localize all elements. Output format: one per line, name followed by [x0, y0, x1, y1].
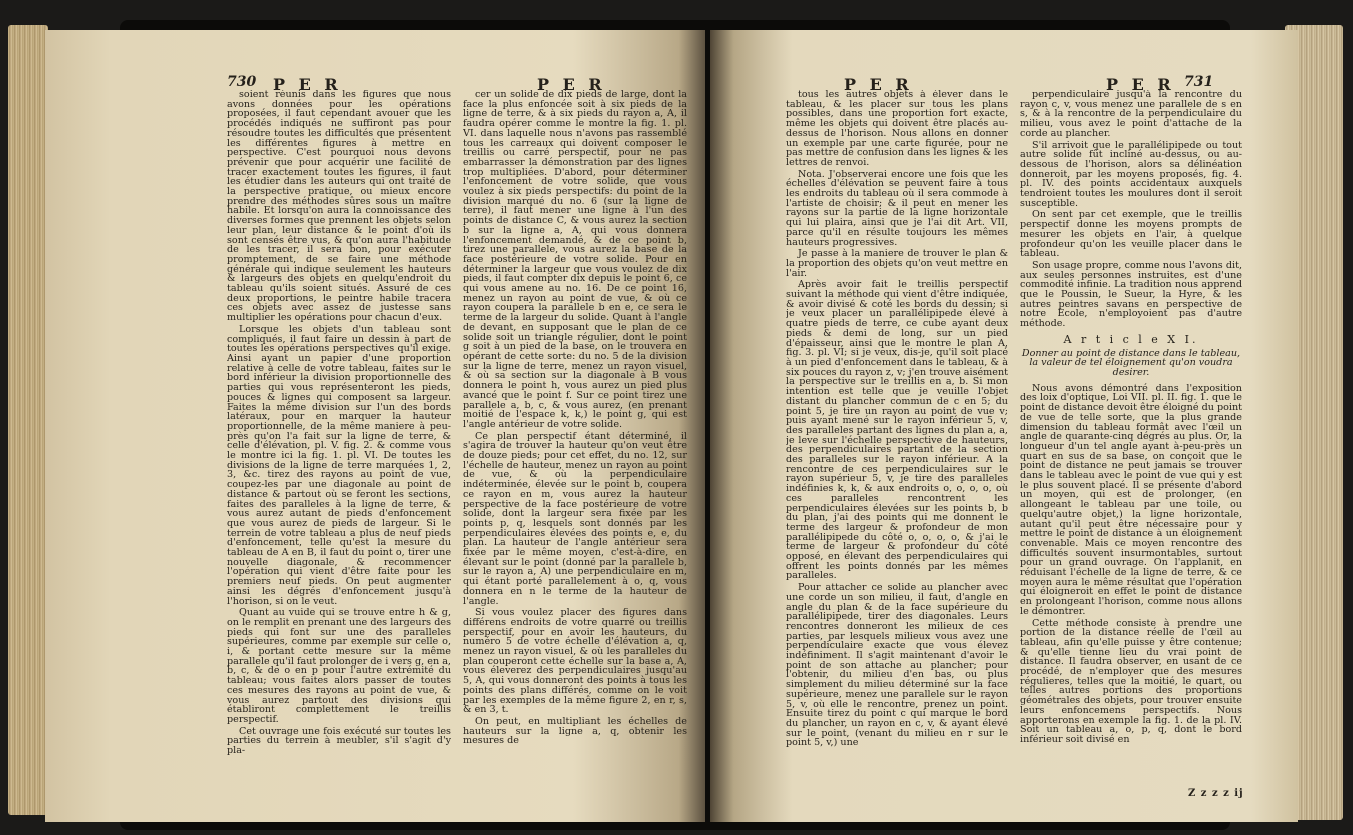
left-running-head-right: P E R	[537, 75, 606, 94]
paragraph: Pour attacher ce solide au plancher avec une corde un son milieu, il faut, d'angle en angle du plan & de la face supérieure du parallélipipede, tirer des diagonales. Leurs rencontres donneront les milieux de ces parties, par lesquels milieux vous avez une perpendiculaire exacte que vous élevez indéfiniment. Il s'agit maintenant d'avoir le point de son attache au plancher; pour l'obtenir, du milieu d'en bas, ou plus simplement du milieu déterminé sur la face supérieure, menez une parallele sur le rayon 5, v, où elle le rencontre, prenez un point. Ensuite tirez du point c qui marque le bord du plancher, un rayon en c, v, & ayant élevé sur le point, (venant du milieu en r sur le point 5, v,) une	[786, 582, 1008, 749]
paragraph: Nous avons démontré dans l'exposition des loix d'optique, Loi VII. pl. II. fig. 1. que le point de distance devoit être éloigné du point de vue de telle sorte, que la plus grande dimension du tableau formât avec l'œil un angle de quarante-cinq dégrés au plus. Or, la longueur d'un tel angle ayant à-peu-près un quart en sus de sa base, on conçoit que le point de distance ne peut jamais se trouver dans le tableau avec le point de vue qui y est le plus souvent placé. Il se présente d'abord un moyen, qui est de prolonger, (en allongeant le tableau par une toile, ou quelqu'autre objet,) la ligne horizontale, autant qu'il peut être nécessaire pour y mettre le point de distance à un éloignement convenable. Mais ce moyen rencontre des difficultés souvent insurmontables, surtout pour un grand ouvrage. On l'applanit, en réduisant l'échelle de la ligne de terre, & ce moyen aura le même résultat que l'opération qui éloigneroit en effet le point de distance en prolongeant l'horison, comme nous allons le démontrer.	[1020, 382, 1242, 617]
right-page	[710, 30, 1298, 822]
left-page-edges	[8, 25, 48, 815]
paragraph: perpendiculaire jusqu'à la rencontre du rayon c, v, vous menez une parallele de s en s, & à la rencontre de la perpendiculaire du milieu, vous avez le point d'attache de la corde au plancher.	[1020, 90, 1242, 139]
paragraph: cer un solide de dix pieds de large, dont la face la plus enfoncée soit à six pieds de la ligne de terre, & à six pieds du rayon a, A, il faudra opérer comme le montre la fig. 1. pl. VI. dans laquelle nous n'avons pas rassemblé tous les carreaux qui doivent composer le treillis ou carré perspectif, pour ne pas embarrasser la démonstration par des lignes trop multipliées. D'abord, pour déterminer l'enfoncement de votre solide, que vous voulez à six pieds perspectifs: du point de la division marqué du no. 6 (sur la ligne de terre), il faut mener une ligne à l'un des points de distance C, & vous aurez la section b sur la ligne a, A, qui vous donnera l'enfoncement demandé, & de ce point b, tirez une parallele, vous aurez la base de la face postérieure de votre solide. Pour en déterminer la largeur que vous voulez de dix pieds, il faut compter dix depuis le point 6, ce qui vous amene au no. 16. De ce point 16, menez un rayon au point de vue, & où ce rayon coupera la parallele b en e, ce sera le terme de la largeur du solide. Quant à l'angle de devant, en supposant que le plan de ce solide soit un triangle régulier, dont le point g soit à un pied de la base, on le trouvera en opérant de cette sorte: du no. 5 de la division sur la ligne de terre, menez un rayon visuel, & où sa section sur la diagonale à B vous donnera le point h, vous aurez un pied plus avancé que le point f. Sur ce point tirez une parallele a, b, c, & vous aurez, (en prenant moitié de l'espace k, k,) le point g, qui est l'angle antérieur de votre solide.	[463, 90, 687, 430]
right-folio: 731	[1184, 74, 1214, 90]
paragraph: soient réunis dans les figures que nous avons données pour les opérations proposées, il faut cependant avouer que les procédés indiqués ne suffiront pas pour résoudre toutes les difficultés que présentent les différentes figures à mettre en perspective. C'est pourquoi nous devons prévenir que pour acquérir une facilité de tracer exactement toutes les figures, il faut les étudier dans les auteurs qui ont traité de la perspective pratique, ou mieux encore prendre des méthodes sûres sous un maître habile. Et lorsqu'on aura la connoissance des diverses formes que prennent les objets selon leur plan, leur distance & le point d'où ils sont censés être vus, & qu'on aura l'habitude de les tracer, il sera bon, pour exécuter promptement, de se faire une méthode générale qui indique seulement les hauteurs & largeurs des objets en quelqu'endroit du tableau qu'ils soient situés. Assuré de ces deux proportions, le peintre habile tracera ces objets avec assez de justesse sans multiplier les opérations pour chacun d'eux.	[227, 90, 451, 324]
right-running-head-left: P E R	[844, 75, 913, 94]
right-running-head-right: P E R	[1106, 75, 1175, 94]
paragraph: Son usage propre, comme nous l'avons dit, aux seules personnes instruites, est d'une commodité infinie. La tradition nous apprend que le Poussin, le Sueur, la Hyre, & les autres peintres savans en perspective de notre Ecole, n'employoient pas d'autre méthode.	[1020, 259, 1242, 330]
paragraph: Ce plan perspectif étant déterminé, il s'agira de trouver la hauteur qu'on veut être de douze pieds; pour cet effet, du no. 12, sur l'échelle de hauteur, menez un rayon au point de vue, & où la perpendiculaire indéterminée, élevée sur le point b, coupera ce rayon en m, vous aurez la hauteur perspective de la face postérieure de votre solide, dont la largeur sera fixée par les points p, q, lesquels sont donnés par les perpendiculaires élevées des points e, e, du plan. La hauteur de l'angle antérieur sera fixée par le même moyen, c'est-à-dire, en élevant sur le point (donné par la parallele b, sur le rayon a, A) une perpendiculaire en m, qui étant porté parallelement à o, q, vous donnera en n le terme de la hauteur de l'angle.	[463, 430, 687, 607]
paragraph: S'il arrivoit que le parallélipipede ou tout autre solide fût incliné au-dessus, ou au-dessous de l'horison, alors sa délinéation donneroit, par les moyens proposés, fig. 4. pl. IV. des points accidentaux auxquels tendroient toutes les moulures dont il seroit susceptible.	[1020, 139, 1242, 209]
left-running-head-left: P E R	[273, 75, 342, 94]
left-folio: 730	[227, 74, 257, 90]
article-subtitle: Donner au point de distance dans le tableau, la valeur de tel éloignement qu'on voudra desirer.	[1021, 347, 1241, 378]
paragraph: tous les autres objets à élever dans le tableau, & les placer sur tous les plans possibles, dans une proportion fort exacte, même les objets qui doivent être placés au-dessus de l'horison. Nous allons en donner un exemple par une carte figurée, pour ne pas mettre de confusion dans les lignes & les lettres de renvoi.	[786, 90, 1008, 168]
left-column-1	[227, 90, 451, 800]
paragraph: On sent par cet exemple, que le treillis perspectif donne les moyens prompts de mesurer les objets en l'air, à quelque profondeur qu'on les veuille placer dans le tableau.	[1020, 209, 1242, 260]
right-column-2	[1020, 90, 1242, 786]
paragraph: Quant au vuide qui se trouve entre h & g, on le remplit en prenant une des largeurs des pieds qui font sur une des paralleles supérieures, comme par exemple sur celle o, i, & portant cette mesure sur la même parallele qu'il faut prolonger de i vers g, en a, b, c, & de o en p pour l'autre extrémité du tableau; vous faites alors passer de toutes ces mesures des rayons au point de vue, & vous aurez partout des divisions qui établiront complettement le treillis perspectif.	[227, 607, 451, 725]
paragraph: Après avoir fait le treillis perspectif suivant la méthode qui vient d'être indiquée, & avoir divisé & coté les bords du dessin; si je veux placer un parallélipipede élevé à quatre pieds de terre, ce cube ayant deux pieds & demi de long, sur un pied d'épaisseur, ainsi que le montre le plan A, fig. 3. pl. VI; si je veux, dis-je, qu'il soit placé à un pied d'enfoncement dans le tableau, & à six pouces du rayon z, v; j'en trouve aisément la perspective sur le treillis en a, b. Si mon intention est telle que je veuille l'objet distant du plancher commun de c en 5; du point 5, je tire un rayon au point de vue v; puis ayant mené sur le rayon inférieur 5, v, des paralleles partant des lignes du plan a, a, je leve sur l'échelle perspective de hauteurs, des perpendiculaires partant de la section des paralleles sur le rayon inférieur. A la rencontre de ces perpendiculaires sur le rayon supérieur 5, v, je tire des paralleles indéfinies k, k, & aux endroits o, o, o, o, où ces paralleles rencontrent les perpendiculaires élevées sur les points b, b du plan, j'ai des points qui me donnent le terme des largeur & profondeur de mon parallélipipede du côté o, o, o, o, & j'ai le terme de largeur & profondeur du côté opposé, en élevant des perpendiculaires qui offrent les points donnés par les mêmes paralleles.	[786, 279, 1008, 582]
paragraph: Si vous voulez placer des figures dans différens endroits de votre quarré ou treillis perspectif, pour en avoir les hauteurs, du numéro 5 de votre échelle d'élévation a, q, menez un rayon visuel, & où les paralleles du plan couperont cette échelle sur la base a, A, vous éleverez des perpendiculaires jusqu'au 5, A, qui vous donneront des points à tous les points des plans différés, comme on le voit par les exemples de la même figure 2, en r, s, & en 3, t.	[463, 607, 687, 716]
left-column-2	[463, 90, 687, 800]
left-page	[45, 30, 705, 822]
paragraph: Cet ouvrage une fois exécuté sur toutes les parties du terrein à meubler, s'il s'agit d'y pla-	[227, 725, 451, 757]
article-heading: A r t i c l e X I.	[1063, 332, 1199, 346]
paragraph: Nota. J'observerai encore une fois que les échelles d'élévation se peuvent faire à tous les endroits du tableau où il sera commode à l'artiste de choisir; & il peut en mener les rayons sur la partie de la ligne horizontale qui lui plaira, ainsi que je l'ai dit Art. VII, parce qu'il en résulte toujours les mêmes hauteurs progressives.	[786, 168, 1008, 248]
paragraph: On peut, en multipliant les échelles de hauteurs sur la ligne a, q, obtenir les mesures de	[463, 716, 687, 747]
signature-mark: Z z z z ij	[1188, 788, 1244, 799]
right-column-1	[786, 90, 1008, 800]
paragraph: Cette méthode consiste à prendre une portion de la distance réelle de l'œil au tableau, afin qu'elle puisse y être contenue; & qu'elle tienne lieu du vrai point de distance. Il faudra observer, en usant de ce procédé, de n'employer que des mesures régulieres, telles que la moitié, le quart, ou telles autres portions des proportions géométrales des objets, pour trouver ensuite leurs enfoncemens perspectifs. Nous apporterons en exemple la fig. 1. de la pl. IV. Soit un tableau a, o, p, q, dont le bord inférieur soit divisé en	[1020, 617, 1242, 745]
paragraph: Lorsque les objets d'un tableau sont compliqués, il faut faire un dessin à part de toutes les opérations perspectives qu'il exige. Ainsi ayant un papier d'une proportion relative à celle de votre tableau, faites sur le bord inférieur la division proportionnelle des parties qui vous représenteront les pieds, pouces & lignes qui composent sa largeur. Faites la même division sur l'un des bords latéraux, pour en marquer la hauteur proportionnelle, de la même maniere à peu-près qu'on l'a fait sur la ligne de terre, & celle d'élévation, pl. V. fig. 2. & comme vous le montre ici la fig. 1. pl. VI. De toutes les divisions de la ligne de terre marquées 1, 2, 3, &c. tirez des rayons au point de vue, coupez-les par une diagonale au point de distance & partout où se feront les sections, faites des paralleles à la ligne de terre, & vous aurez autant de pieds d'enfoncement que vous aurez de pieds de largeur. Si le terrein de votre tableau a plus de neuf pieds d'enfoncement, telle qu'est la mesure du tableau de A en B, il faut du point o, tirer une nouvelle diagonale, & recommencer l'opération qui vient d'être faite pour les premiers neuf pieds. On peut augmenter ainsi les dégrés d'enfoncement jusqu'à l'horison, si on le veut.	[227, 323, 451, 607]
paragraph: Je passe à la maniere de trouver le plan & la proportion des objets qu'on veut mettre en l'air.	[786, 248, 1008, 279]
